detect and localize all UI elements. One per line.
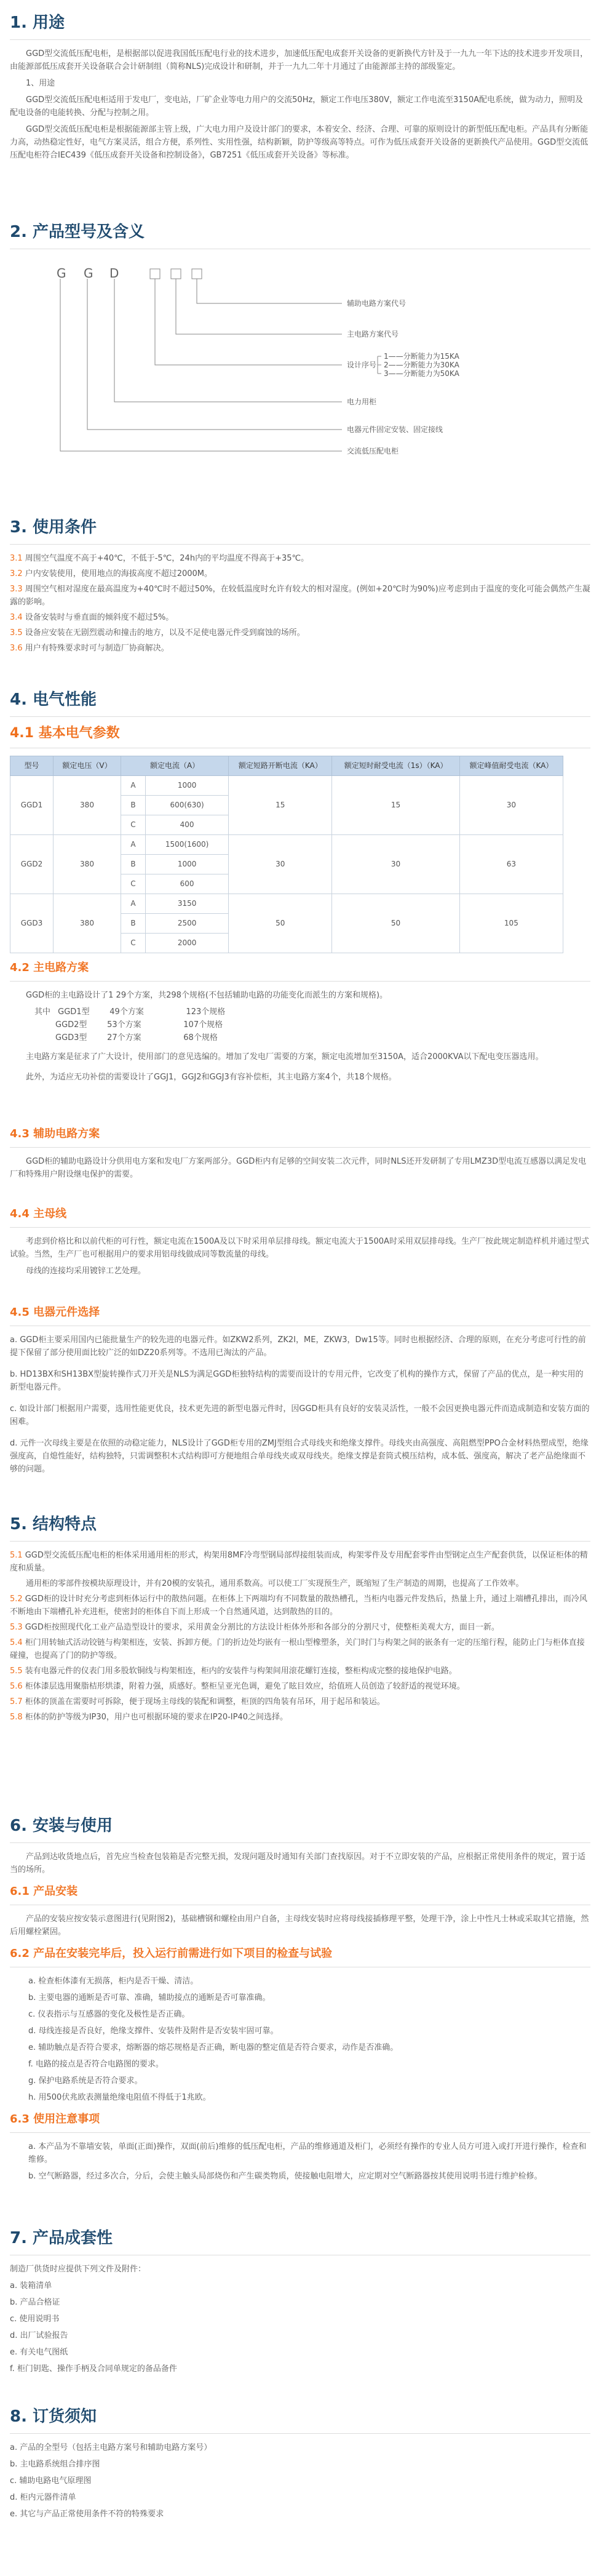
cell-break: 30 — [229, 835, 332, 894]
item-number: 5.2 — [10, 1594, 23, 1604]
usage-paragraph: GGD型交流低压配电柜，是根据部以促进我国低压配电行业的技术进步，加速低压配电成套开关设备的更新换代方针及于一九九一年下达的技术进步开发项目，由能源部低压成套开关设备联合会计研制组（简称NLS)完成设计和研制，并于一九九二年十月通过了由能源部主持的部级鉴定。 — [10, 49, 589, 71]
ordering-list — [10, 2441, 590, 2521]
cell-grade: B — [121, 914, 146, 934]
item-text: 柜体的顶盖在需要时可拆除，便于现场主母线的装配和调整，柜顶的四角装有吊环，用于起吊和装运。 — [25, 1697, 385, 1706]
subsection-title-main-circuit: 4.2 主电路方案 — [10, 960, 590, 982]
section-main-circuit — [0, 960, 615, 1087]
list-item: b. 主要电器的通断是否可靠、准确，辅助接点的通断是否可靠准确。 — [28, 1993, 271, 2002]
check-list — [10, 1975, 590, 2104]
label-opt1: 1——分断能力为15KA — [384, 352, 459, 361]
list-item: a. 本产品为不靠墙安装，单面(正面)操作，双面(前后)维修的低压配电柜，产品的维修通道及柜门，必须经有操作的专业人员方可进入或打开进行操作，检查和维修。 — [28, 2142, 587, 2164]
table-header: 额定短时耐受电流（1s）（KA） — [332, 756, 459, 776]
cell-model: GGD3 — [10, 894, 54, 953]
item-number: 5.6 — [10, 1682, 23, 1691]
subsection-title-params: 4.1 基本电气参数 — [10, 724, 590, 748]
usage-paragraph: 1、用途 — [26, 79, 55, 88]
section-components — [0, 1305, 615, 1479]
main-circuit-row — [34, 1031, 590, 1044]
components-paragraph: a. GGD柜主要采用国内已能批量生产的较先进的电器元件。如ZKW2系列，ZK2I，ME，ZKW3，Dw15等。同时也根据经济、合理的原则，在充分考虑可行性的前提下保留了部分使用面比较广泛的如DZ20系列等。不选用已淘汰的产品。 — [10, 1335, 586, 1358]
list-item — [10, 567, 590, 580]
cell-current: 1500(1600) — [146, 835, 229, 855]
section-title-model: 2. 产品型号及含义 — [10, 222, 590, 249]
cell-peak: 63 — [459, 835, 563, 894]
section-title-install: 6. 安装与使用 — [10, 1815, 590, 1843]
main-circuit-model: GGD1型 — [58, 1007, 90, 1017]
install-paragraph: 产品到达收货地点后，首先应当检查包装箱是否完整无损，发现问题及时通知有关部门查找原因。对于不立即安装的产品，应根据正常使用条件的规定，置于适当的场所。 — [10, 1852, 586, 1874]
label-power: 电力用柜 — [347, 398, 377, 406]
section-title-completeness: 7. 产品成套性 — [10, 2228, 590, 2255]
list-item — [10, 626, 590, 639]
main-circuit-model: GGD3型 — [55, 1033, 87, 1042]
list-item: a. 检查柜体漆有无损落，柜内是否干燥、清洁。 — [28, 1977, 199, 1986]
item-text: 柜体漆层选用聚脂桔形烘漆，附着力强，质感好。整柜呈亚光色调，避免了眩目效应，给值班人员创造了较舒适的视觉环境。 — [25, 1682, 465, 1691]
main-circuit-count: 49个方案 — [109, 1007, 144, 1017]
main-circuit-paragraph: 此外，为适应无功补偿的需要设计了GGJ1，GGJ2和GGJ3有容补偿柜，其主电路方案4个，共18个规格。 — [26, 1073, 397, 1082]
list-item: b. 空气断路器，经过多次合，分后，会使主触头局部烧伤和产生碳类物质，使接触电阻增大，应定期对空气断路器按其使用说明书进行维护检修。 — [28, 2172, 542, 2181]
cell-grade: B — [121, 855, 146, 874]
components-paragraph: d. 元件一次母线主要是在依照的动稳定能力，NLS设计了GGD柜专用的ZMJ型组合式母线夹和绝缘支撑件。母线夹由高强度、高阻燃型PPO合金材料热塑成型，绝缘强度高，自熄性能好，结构独特，只需调整积木式结构即可方便地组合单母线夹或双母线夹。绝缘支撑是套筒式模压结构，成本低、强度高，解决了老产品绝缘面不够的问题。 — [10, 1439, 589, 1474]
section-completeness — [0, 2228, 615, 2379]
list-item: e. 其它与产品正常使用条件不符的特殊要求 — [10, 2510, 164, 2519]
list-item — [10, 611, 590, 624]
code-box — [171, 269, 181, 279]
notes-list — [10, 2140, 590, 2183]
item-text: 周围空气温度不高于+40℃，不低于-5℃，24h内的平均温度不得高于+35℃。 — [25, 554, 309, 563]
list-item: b. 主电路系统组合排序图 — [10, 2460, 100, 2469]
cell-current: 2500 — [146, 914, 229, 934]
list-item — [10, 1695, 590, 1708]
list-item — [10, 1711, 590, 1724]
list-item — [10, 642, 590, 655]
item-text: 通用柜的零部件按模块原理设计，并有20模的安装孔，通用系数高。可以使工厂实现预生产，既缩短了生产制造的周期，也提高了工作效率。 — [26, 1579, 524, 1588]
code-letter: G — [84, 266, 93, 281]
cell-grade: B — [121, 796, 146, 815]
subsection-title-aux-circuit: 4.3 辅助电路方案 — [10, 1126, 590, 1148]
section-usage — [0, 12, 615, 166]
table-row — [10, 894, 563, 914]
section-busbar — [0, 1206, 615, 1281]
list-item — [10, 1549, 590, 1575]
model-code-diagram — [10, 257, 588, 460]
main-circuit-paragraph: 主电路方案是征求了广大设计，使用部门的意见选编的。增加了发电厂需要的方案，额定电流增加至3150A，适合2000KVA以下配电变压器选用。 — [26, 1052, 544, 1062]
section-title-usage: 1. 用途 — [10, 12, 590, 40]
item-number: 5.5 — [10, 1666, 23, 1676]
completeness-list — [10, 2279, 590, 2375]
list-item: e. 辅助触点是否符合要求，熔断器的熔芯规格是否正确，断电器的整定值是否符合要求，动作是否准确。 — [28, 2043, 399, 2052]
list-item: c. 仪表指示与互感器的变化及极性是否正确。 — [28, 2010, 190, 2019]
list-item: h. 用500伏兆欧表测量绝缘电阻值不得低于1兆欧。 — [28, 2093, 211, 2102]
cell-voltage: 380 — [54, 776, 121, 835]
section-ordering — [0, 2406, 615, 2524]
label-design: 设计序号 — [347, 361, 377, 369]
cell-current: 1000 — [146, 776, 229, 796]
cell-peak: 30 — [459, 776, 563, 835]
list-item: c. 辅助电路电气原理图 — [10, 2476, 92, 2486]
list-item: c. 使用说明书 — [10, 2314, 60, 2324]
list-item — [10, 1636, 590, 1662]
code-box — [192, 269, 202, 279]
structure-list — [10, 1549, 590, 1724]
table-header: 额定电流（A） — [121, 756, 229, 776]
cell-grade: A — [121, 776, 146, 796]
cell-break: 15 — [229, 776, 332, 835]
cell-model: GGD2 — [10, 835, 54, 894]
list-item: a. 产品的全型号（包括主电路方案号和辅助电路方案号） — [10, 2443, 212, 2452]
list-item — [10, 1621, 590, 1634]
busbar-paragraph: 母线的连接均采用镀锌工艺处理。 — [26, 1266, 146, 1276]
code-letter: G — [57, 266, 66, 281]
item-text: 设备安装时与垂直面的倾斜度不超过5%。 — [25, 613, 174, 622]
subsection-title-install: 6.1 产品安装 — [10, 1884, 590, 1905]
item-text: 户内安装使用，使用地点的海拔高度不超过2000M。 — [25, 569, 212, 578]
code-letter: D — [109, 266, 119, 281]
cell-grade: C — [121, 934, 146, 953]
conditions-list — [10, 552, 590, 655]
item-text: 柜门用转轴式活动铰链与构架相连，安装、拆卸方便。门的折边处均嵌有一根山型橡塑条，关门时门与构架之间的嵌条有一定的压缩行程，能防止门与柜体直接碰撞，也提高了门的防护等级。 — [10, 1638, 585, 1660]
table-row — [10, 776, 563, 796]
item-number: 3.6 — [10, 644, 23, 653]
table-header: 额定峰值耐受电流（KA） — [459, 756, 563, 776]
main-circuit-model: GGD2型 — [55, 1020, 87, 1030]
item-number: 3.1 — [10, 554, 23, 563]
components-paragraph: c. 如设计部门根据用户需要，选用性能更优良，技术更先进的新型电器元件时，因GGD柜具有良好的安装灵活性，一般不会因更换电器元件而造成制造和安装方面的困难。 — [10, 1404, 590, 1426]
list-item: f. 电路的接点是否符合电路图的要求。 — [28, 2060, 164, 2069]
item-number: 5.1 — [10, 1551, 23, 1560]
item-number: 3.4 — [10, 613, 23, 622]
usage-paragraph: GGD型交流低压配电柜适用于发电厂，变电站，厂矿企业等电力用户的交流50Hz，额定工作电压380V，额定工作电流至3150A配电系统，做为动力，照明及配电设备的电能转换、分配与控制之用。 — [10, 95, 583, 118]
section-title-ordering: 8. 订货须知 — [10, 2406, 590, 2434]
list-item: b. 产品合格证 — [10, 2298, 60, 2307]
cell-grade: A — [121, 835, 146, 855]
label-ac: 交流低压配电柜 — [347, 447, 399, 455]
cell-grade: A — [121, 894, 146, 914]
cell-current: 1000 — [146, 855, 229, 874]
code-box — [150, 269, 160, 279]
list-item — [10, 1665, 590, 1678]
item-text: GGD柜按照现代化工业产品造型设计的要求，采用黄金分割比的方法设计柜体外形和各部分的分割尺寸，使整柜美观大方，面目一新。 — [25, 1623, 499, 1632]
section-structure — [0, 1514, 615, 1726]
cell-grade: C — [121, 815, 146, 835]
label-fixed: 电器元件固定安装、固定接线 — [347, 425, 443, 434]
list-item — [10, 1680, 590, 1693]
cell-short: 15 — [332, 776, 459, 835]
cell-short: 50 — [332, 894, 459, 953]
subsection-title-notes: 6.3 使用注意事项 — [10, 2111, 590, 2133]
main-circuit-spec: 68个规格 — [183, 1033, 218, 1042]
table-header: 型号 — [10, 756, 54, 776]
item-text: 设备应安装在无剧烈震动和撞击的地方，以及不足使电器元件受到腐蚀的场所。 — [25, 628, 305, 638]
cell-break: 50 — [229, 894, 332, 953]
label-opt2: 2——分断能力为30KA — [384, 361, 459, 369]
cell-current: 600(630) — [146, 796, 229, 815]
aux-circuit-paragraph: GGD柜的辅助电路设计分供用电方案和发电厂方案两部分。GGD柜内有足够的空间安装二次元件，同时NLS还开发研制了专用LMZ3D型电流互感器以满足发电厂和特殊用户附设继电保护的需要。 — [10, 1157, 587, 1179]
main-circuit-count: 53个方案 — [107, 1020, 141, 1030]
label-aux: 辅助电路方案代号 — [347, 299, 407, 308]
section-electrical — [0, 689, 615, 953]
table-header: 额定短路开断电流（KA） — [229, 756, 332, 776]
cell-current: 3150 — [146, 894, 229, 914]
subsection-title-check: 6.2 产品在安装完毕后，投入运行前需进行如下项目的检查与试验 — [10, 1946, 590, 1967]
list-item: d. 出厂试验报告 — [10, 2331, 68, 2340]
item-number: 5.7 — [10, 1697, 23, 1706]
cell-current: 2000 — [146, 934, 229, 953]
label-main: 主电路方案代号 — [347, 330, 399, 338]
item-number: 3.5 — [10, 628, 23, 638]
list-item: d. 母线连接是否良好，绝缘支撑件、安装件及附件是否安装牢固可靠。 — [28, 2026, 279, 2036]
cell-voltage: 380 — [54, 835, 121, 894]
cell-grade: C — [121, 874, 146, 894]
usage-paragraph: GGD型交流低压配电柜是根据能源部主管上级，广大电力用户及设计部门的要求，本着安全、经济、合理、可靠的原则设计的新型低压配电柜。产品具有分断能力高，动热稳定性好，电气方案灵活，组合方便，系列性、实用性强，结构新颖，防护等级高等特点。可作为低压成套开关设备的更新换代产品使用。GGD型交流低压配电柜符合IEC439《低压成套开关设备和控制设备》，GB7251《低压成套开关设备》等标准。 — [10, 125, 589, 160]
item-number: 5.8 — [10, 1713, 23, 1722]
item-text: GGD柜的设计时充分考虑到柜体运行中的散热问题。在柜体上下两端均有不同数量的散热槽孔，当柜内电器元件发热后，热量上升，通过上端槽孔排出，而冷风不断地由下端槽孔补充进柜，使密封的柜体自下而上形成一个自然通风道，达到散热的目的。 — [10, 1594, 587, 1617]
section-conditions — [0, 517, 615, 657]
list-item — [10, 1593, 590, 1618]
section-title-structure: 5. 结构特点 — [10, 1514, 590, 1542]
item-text: 装有电器元件的仪表门用多股软铜线与构架相连，柜内的安装件与构架间用滚花螺钉连接，整柜构成完整的接地保护电路。 — [25, 1666, 457, 1676]
section-title-conditions: 3. 使用条件 — [10, 517, 590, 545]
item-text: 用户有特殊要求时可与制造厂协商解决。 — [25, 644, 169, 653]
subsection-title-busbar: 4.4 主母线 — [10, 1206, 590, 1228]
subsection-title-components: 4.5 电器元件选择 — [10, 1305, 590, 1326]
main-circuit-row — [34, 1006, 590, 1018]
item-number: 3.2 — [10, 569, 23, 578]
install-paragraph: 产品的安装应按安装示意图进行(见附图2)，基础槽钢和螺栓由用户自备，主母线安装时应将母线接插修理平整，处理干净，涂上中性凡士林或采取其它措施，然后用螺栓紧固。 — [10, 1914, 589, 1937]
list-item: a. 装箱清单 — [10, 2281, 52, 2290]
main-circuit-spec: 107个规格 — [183, 1020, 223, 1030]
main-circuit-paragraph: GGD柜的主电路设计了1 29个方案，共298个规格(不包括辅助电路的功能变化而派生的方案和规格)。 — [26, 991, 388, 1000]
params-table — [10, 756, 563, 953]
table-header: 额定电压（V） — [54, 756, 121, 776]
cell-peak: 105 — [459, 894, 563, 953]
main-circuit-spec: 123个规格 — [186, 1007, 226, 1017]
cell-short: 30 — [332, 835, 459, 894]
cell-model: GGD1 — [10, 776, 54, 835]
list-item — [10, 583, 590, 609]
section-install — [0, 1815, 615, 2186]
main-circuit-row — [34, 1018, 590, 1031]
item-text: 柜体的防护等级为IP30，用户也可根据环境的要求在IP20-IP40之间选择。 — [25, 1713, 288, 1722]
item-text: GGD型交流低压配电柜的柜体采用通用柜的形式，构架用8MF冷弯型钢局部焊接组装而成，构架零件及专用配套零件由型钢定点生产配套供货，以保证柜体的精度和质量。 — [10, 1551, 588, 1573]
list-item — [10, 552, 590, 565]
list-item: f. 柜门钥匙、操作手柄及合同单规定的备品备件 — [10, 2364, 177, 2374]
table-row — [10, 835, 563, 855]
item-number: 5.3 — [10, 1623, 23, 1632]
section-aux-circuit — [0, 1126, 615, 1185]
item-number: 3.3 — [10, 585, 23, 594]
list-item: g. 保护电路系统是否符合要求。 — [28, 2076, 143, 2086]
list-item — [10, 1577, 590, 1590]
main-circuit-label: 其中 — [34, 1007, 51, 1017]
item-text: 周围空气相对湿度在最高温度为+40℃时不超过50%，在较低温度时允许有较大的相对湿度。(例如+20℃时为90%)应考虑到由于温度的变化可能会偶然产生凝露的影响。 — [10, 585, 590, 607]
cell-voltage: 380 — [54, 894, 121, 953]
cell-current: 600 — [146, 874, 229, 894]
list-item: d. 柜内元器件清单 — [10, 2493, 76, 2502]
list-item: e. 有关电气图纸 — [10, 2348, 68, 2357]
completeness-intro: 制造厂供货时应提供下列文件及附件： — [10, 2265, 146, 2274]
item-number: 5.4 — [10, 1638, 23, 1647]
section-title-electrical: 4. 电气性能 — [10, 689, 590, 717]
components-paragraph: b. HD13BX和SH13BX型旋转操作式刀开关是NLS为满足GGD柜独特结构的需要而设计的专用元件，它改变了机构的操作方式，保留了产品的优点，是一种实用的新型电器元件。 — [10, 1370, 584, 1392]
cell-current: 400 — [146, 815, 229, 835]
label-opt3: 3——分断能力为50KA — [384, 369, 459, 378]
busbar-paragraph: 考虑到价格比和以前代柜的可行性，额定电流在1500A及以下时采用单层排母线。额定电流大于1500A时采用双层排母线。生产厂按此规定制造样机并通过型式试验。当然，生产厂也可根据用户的要求用铝母线做成同等数流量的母线。 — [10, 1237, 589, 1259]
main-circuit-count: 27个方案 — [107, 1033, 141, 1042]
section-model — [0, 222, 615, 464]
